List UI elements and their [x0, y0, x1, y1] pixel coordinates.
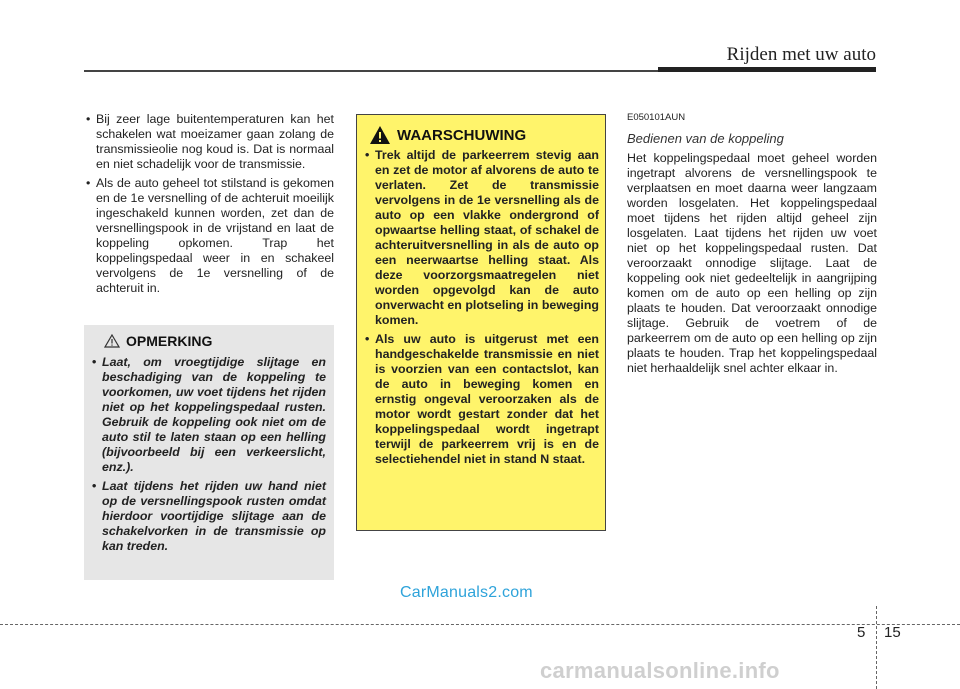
intro-bullet: • Als de auto geheel tot stilstand is gekomen en de 1e versnelling of de achteruit moeilijk ingeschakeld kunnen worden, zet dan de versnellingspook in de vrijstand en laat de koppeling opkomen. Trap het koppelingspedaal weer in en schakeel vervolgens de 1e versnelling of de achteruit in. — [84, 176, 334, 296]
note-box — [84, 325, 334, 580]
section-subheading: Bedienen van de koppeling — [627, 131, 784, 146]
clutch-section — [627, 110, 877, 376]
warning-list — [363, 148, 599, 471]
warning-item: • Trek altijd de parkeerrem stevig aan en zet de motor af alvorens de auto te verlaten. Zet de transmissie vervolgens in de 1e versnelling als de auto op een vlakke ondergrond of opwaartse helling staat, of schakel de achteruitversnelling in als de auto op een neerwaartse helling staat. Als deze voorzorgsmaatregelen niet worden opgevolgd kan de auto onverwacht en plotseling in beweging komen. — [363, 148, 599, 328]
footer-divider — [0, 624, 960, 625]
carmanualsonline-watermark: carmanualsonline.info — [540, 658, 780, 683]
caution-triangle-outline-icon — [104, 334, 120, 348]
section-code: E050101AUN — [627, 112, 686, 123]
carmanuals-watermark-link[interactable]: CarManuals2.com — [400, 584, 533, 601]
section-body: Het koppelingspedaal moet geheel worden ingetrapt alvorens de versnellingspook te verplaatsen en moet daarna weer langzaam worden losgelaten. Het koppelingspedaal moet tijdens het rijden altijd geheel zijn losgelaten. Laat tijdens het rijden uw voet niet op het koppelingspedaal rusten. Dat veroorzaakt onnodige slijtage. Laat de koppeling ook niet gedeeltelijk in aangrijping komen om de auto op een helling op zijn plaats te houden. Dat veroorzaakt onnodige slijtage. Gebruik de voetrem of de parkeerrem om de auto op een helling op zijn plaats te houden. Trap het koppelingspedaal niet herhaaldelijk snel achter elkaar in. — [627, 151, 877, 375]
chapter-number: 5 — [857, 624, 866, 641]
note-item: • Laat tijdens het rijden uw hand niet op de versnellingspook rusten omdat hierdoor voortijdige slijtage aan de schakelvorken in de transmissie op kan treden. — [90, 479, 326, 554]
warning-header — [369, 125, 526, 145]
note-header — [104, 333, 212, 349]
warning-box — [356, 114, 606, 531]
note-item: • Laat, om vroegtijdige slijtage en beschadiging van de koppeling te voorkomen, uw voet tijdens het rijden niet op het koppelingspedaal rusten. Gebruik de koppeling ook niet om de auto stil te laten staan op een helling (bijvoorbeeld bij een verkeerslicht, enz.). — [90, 355, 326, 475]
warning-item: • Als uw auto is uitgerust met een handgeschakelde transmissie en niet is voorzien van een contactslot, kan de auto in beweging komen en ernstig ongeval veroorzaken als de motor wordt gestart zonder dat het koppelingspedaal wordt ingetrapt terwijl de parkeerrem vrij is en de selectiehendel niet in stand N staat. — [363, 332, 599, 467]
intro-bullet-list — [84, 112, 334, 296]
note-title: OPMERKING — [126, 333, 213, 349]
note-list — [90, 355, 326, 558]
warning-title: WAARSCHUWING — [397, 126, 527, 144]
header-rule-accent — [658, 67, 876, 72]
intro-bullet: • Bij zeer lage buitentemperaturen kan het schakelen wat moeizamer gaan zolang de transmissieolie nog koud is. Dat is normaal en niet schadelijk voor de transmissie. — [84, 112, 334, 172]
footer-vertical-divider — [876, 606, 877, 689]
intro-column — [84, 112, 334, 300]
warning-triangle-icon — [369, 125, 391, 145]
header-title: Rijden met uw auto — [726, 44, 876, 65]
page-number: 15 — [884, 624, 901, 641]
